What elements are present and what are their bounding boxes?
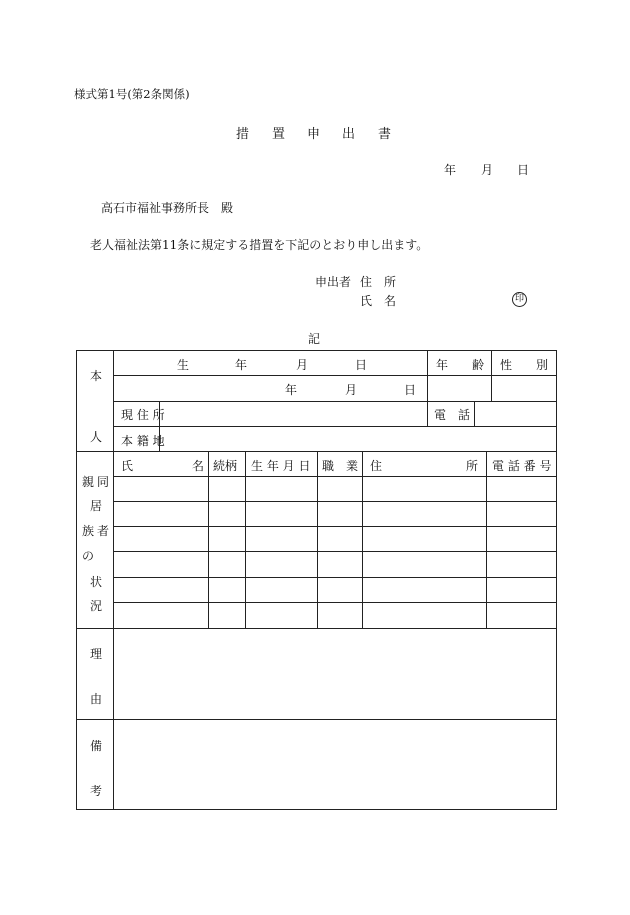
seal-mark: 印	[512, 292, 527, 307]
family-label-char: 状	[90, 575, 103, 589]
title-char: 措	[236, 127, 250, 142]
family-header-occupation: 職 業	[322, 459, 359, 473]
family-header-address-sho: 所	[466, 459, 479, 473]
date-row-year: 年	[285, 383, 298, 397]
name-label: 氏 名	[360, 294, 397, 308]
date-day: 日	[517, 163, 530, 177]
statement: 老人福祉法第11条に規定する措置を下記のとおり申し出ます。	[90, 238, 429, 252]
remarks-label-2: 考	[90, 784, 103, 798]
family-label-char: 親	[82, 475, 95, 489]
family-header-birthdate: 生 年 月 日	[251, 459, 311, 473]
reason-label-1: 理	[90, 647, 103, 661]
phone-label: 電 話	[434, 408, 471, 422]
form-number: 様式第1号(第2条関係)	[74, 87, 190, 101]
family-header-address-ju: 住	[370, 459, 383, 473]
family-header-phone-number: 電 話 番 号	[492, 459, 552, 473]
reason-label-2: 由	[90, 692, 103, 706]
family-label-char: の	[82, 549, 95, 563]
family-header-relation: 続柄	[213, 459, 238, 473]
birth-year: 年	[235, 358, 248, 372]
sex-label: 性 別	[500, 358, 549, 372]
title-char: 置	[272, 127, 286, 142]
cohabit-label-char: 居	[90, 499, 103, 513]
family-header-name-shi: 氏	[121, 459, 134, 473]
domicile-label: 本 籍 地	[121, 434, 165, 448]
date-year: 年	[444, 163, 457, 177]
address-label: 住 所	[360, 275, 397, 289]
current-address-label: 現 住 所	[121, 408, 165, 422]
applicant-label: 申出者	[315, 275, 352, 289]
title-char: 申	[307, 127, 321, 142]
ki-label: 記	[308, 332, 321, 346]
birth-sei: 生	[177, 358, 190, 372]
date-row-day: 日	[404, 383, 417, 397]
title-char: 出	[342, 127, 356, 142]
family-header-name-mei: 名	[192, 459, 205, 473]
cohabit-label-char: 同	[97, 475, 110, 489]
age-label: 年 齢	[436, 358, 485, 372]
birth-month: 月	[296, 358, 309, 372]
self-section-label-1: 本	[90, 369, 103, 383]
remarks-label-1: 備	[90, 739, 103, 753]
cohabit-label-char: 者	[97, 524, 110, 538]
birth-day: 日	[355, 358, 368, 372]
title-char: 書	[378, 127, 392, 142]
date-row-month: 月	[345, 383, 358, 397]
addressee: 高石市福祉事務所長 殿	[101, 201, 234, 215]
self-section-label-2: 人	[90, 430, 103, 444]
family-label-char: 況	[90, 599, 103, 613]
date-month: 月	[481, 163, 494, 177]
family-label-char: 族	[82, 524, 95, 538]
